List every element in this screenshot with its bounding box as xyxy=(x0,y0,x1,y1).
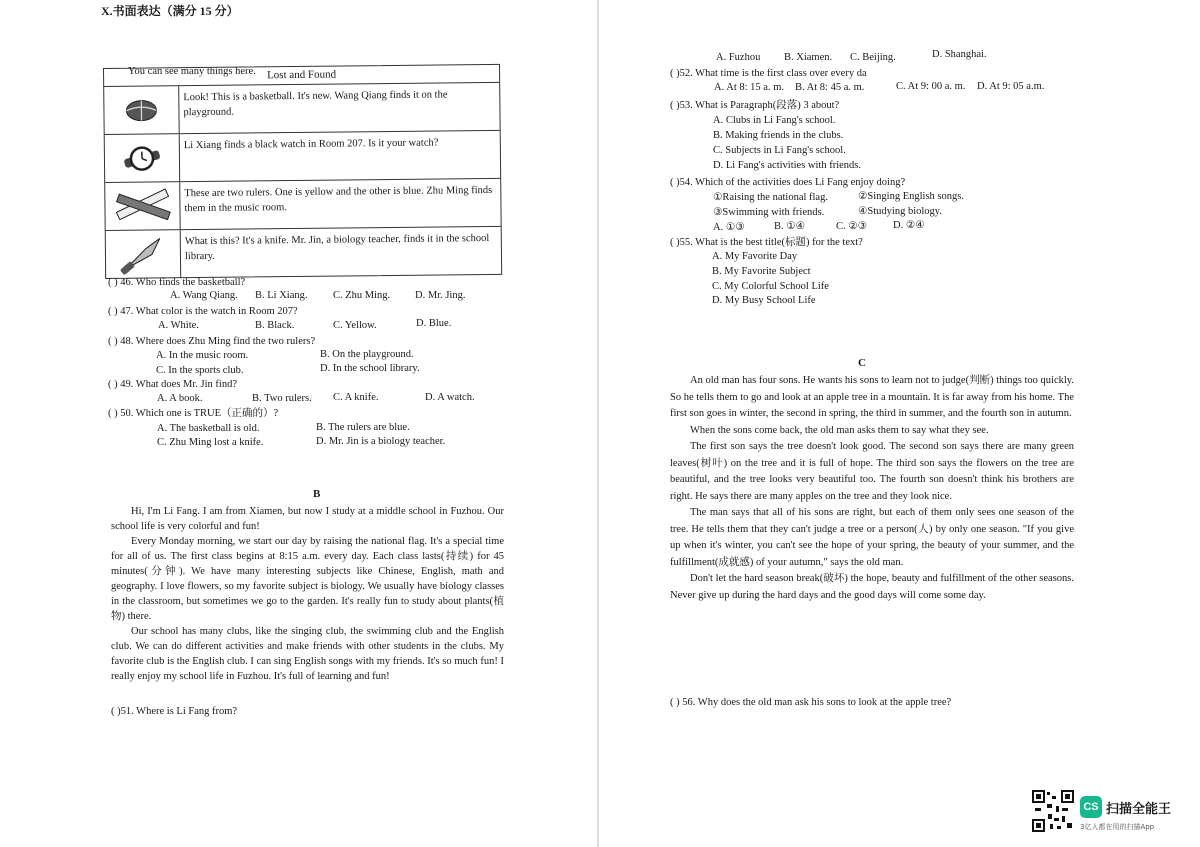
option: C. ②③ xyxy=(836,221,868,232)
option: C. In the sports club. xyxy=(156,365,244,376)
watermark-subtitle: 3亿人都在用的扫描App xyxy=(1080,823,1155,831)
section-c-heading: C xyxy=(858,357,866,369)
paragraph: Hi, I'm Li Fang. I am from Xiamen, but now I study at a middle school in Fuzhou. Our school life is very colorful and fun! xyxy=(111,506,504,532)
watch-icon xyxy=(105,134,180,182)
question-48: ( ) 48. Where does Zhu Ming find the two rulers? xyxy=(108,336,316,347)
option: C. My Colorful School Life xyxy=(712,281,829,292)
table-title: Lost and Found xyxy=(104,65,499,87)
option: A. White. xyxy=(158,320,199,331)
knife-icon xyxy=(106,230,181,278)
option: A. At 8: 15 a. m. xyxy=(714,82,784,93)
question-53: ( )53. What is Paragraph(段落) 3 about? xyxy=(670,100,840,111)
option: C. Zhu Ming. xyxy=(333,290,391,301)
option: C. Subjects in Li Fang's school. xyxy=(713,145,846,156)
table-cell: What is this? It's a knife. Mr. Jin, a biology teacher, finds it in the school library. xyxy=(184,232,490,263)
paragraph: Every Monday morning, we start our day by raising the national flag. It's a special time for all of us. The first class begins at 8:15 a.m. every day. Each class lasts(持续) for 45 minutes(分钟). We have many interesting subjects like Chinese, English, math and geography. I love flowers, so my favorite subject is biology. We usually have biology classes in the classroom, but sometimes we go to the garden. It's really fun to study about plants(植物) there. xyxy=(111,536,504,622)
option: B. My Favorite Subject xyxy=(712,266,811,277)
option: A. Wang Qiang. xyxy=(170,290,238,301)
table-row xyxy=(106,227,501,278)
option: B. Making friends in the clubs. xyxy=(713,130,844,141)
question-46: ( ) 46. Who finds the basketball? xyxy=(108,277,246,288)
option: D. A watch. xyxy=(425,392,475,403)
table-cell: Li Xiang finds a black watch in Room 207. Is it your watch? xyxy=(183,137,439,152)
option: A. In the music room. xyxy=(156,350,249,361)
option: B. At 8: 45 a. m. xyxy=(795,82,865,93)
paragraph: Don't let the hard season break(破坏) the hope, beauty and fulfillment of the other seasons. Never give up during the hard days and the good days will come some day. xyxy=(670,573,1074,601)
option: A. Fuzhou xyxy=(716,52,761,63)
option: A. Clubs in Li Fang's school. xyxy=(713,115,836,126)
table-row xyxy=(105,131,500,183)
question-55: ( )55. What is the best title(标题) for the text? xyxy=(670,237,863,248)
paragraph: The first son says the tree doesn't look good. The second son says there are many green leaves(树叶) on the tree and it is full of hope. The third son says the flowers on the tree are beautiful, and the tree looks very beautiful too. The fourth son doesn't think his brothers are right. He says there are many apples on the tree and they look nice. xyxy=(670,441,1074,502)
paragraph: Our school has many clubs, like the singing club, the swimming club and the English club. We can do different activities and make friends with other students in the clubs. My favorite club is the English club. I can sing English songs with my friends. It's so much fun! I really enjoy my school life in Fuzhou. It's full of learning and fun! xyxy=(111,626,504,682)
option: A. My Favorite Day xyxy=(712,251,798,262)
option: D. Mr. Jin is a biology teacher. xyxy=(316,436,446,447)
option: D. At 9: 05 a.m. xyxy=(977,81,1045,92)
left-page xyxy=(0,0,598,847)
option: ③Swimming with friends. xyxy=(713,207,825,218)
option: B. Xiamen. xyxy=(784,52,833,63)
question-52: ( )52. What time is the first class over every da xyxy=(670,68,867,79)
option: D. Li Fang's activities with friends. xyxy=(713,160,861,171)
option: D. In the school library. xyxy=(320,363,420,374)
option: B. The rulers are blue. xyxy=(316,422,410,433)
option: B. On the playground. xyxy=(320,349,414,360)
lost-and-found-table xyxy=(103,64,502,279)
passage-b xyxy=(111,504,504,684)
option: B. Two rulers. xyxy=(252,393,312,404)
question-51: ( )51. Where is Li Fang from? xyxy=(111,706,238,717)
option: D. Shanghai. xyxy=(932,49,987,60)
passage-c xyxy=(670,373,1074,604)
option: C. At 9: 00 a. m. xyxy=(896,81,966,92)
question-54: ( )54. Which of the activities does Li Fang enjoy doing? xyxy=(670,177,906,188)
question-50: ( ) 50. Which one is TRUE（正确的）? xyxy=(108,408,279,419)
paragraph: The man says that all of his sons are right, but each of them only sees one season of the tree. He tells them that they can't judge a tree or a person(人) by only one season. "If you give up when it's winter, you can't see the hope of your spring, the beauty of your summer, and the fulfillment(成就感) of your autumn," says the old man. xyxy=(670,507,1074,568)
question-56: ( ) 56. Why does the old man ask his sons to look at the apple tree? xyxy=(670,697,952,708)
question-49: ( ) 49. What does Mr. Jin find? xyxy=(108,379,237,390)
basketball-icon xyxy=(104,86,179,134)
option: C. A knife. xyxy=(333,392,379,403)
paragraph: An old man has four sons. He wants his sons to learn not to judge(判断) things too quickly. So he tells them to go and look at an apple tree in a mountain. It is far away from his home. The first son goes in winter, the second in spring, the third in summer, and the fourth son in autumn. xyxy=(670,375,1074,419)
rulers-icon xyxy=(105,182,180,230)
section-b-heading: B xyxy=(313,488,321,500)
option: A. A book. xyxy=(157,393,203,404)
page-divider xyxy=(597,0,599,847)
camscanner-logo: CS xyxy=(1080,796,1102,818)
question-47: ( ) 47. What color is the watch in Room 207? xyxy=(108,306,298,317)
option: B. Black. xyxy=(255,320,295,331)
option: D. Mr. Jing. xyxy=(415,290,466,301)
table-cell: These are two rulers. One is yellow and the other is blue. Zhu Ming finds them in the music room. xyxy=(184,184,493,215)
section-header: X.书面表达（满分 15 分） xyxy=(101,4,239,18)
option: B. ①④ xyxy=(774,221,806,232)
option: A. ①③ xyxy=(713,222,745,233)
option: B. Li Xiang. xyxy=(255,290,308,301)
table-intro: You can see many things here. xyxy=(128,66,256,77)
option: D. My Busy School Life xyxy=(712,295,816,306)
table-row xyxy=(105,179,500,231)
option: D. ②④ xyxy=(893,220,925,231)
option: D. Blue. xyxy=(416,318,452,329)
option: ②Singing English songs. xyxy=(858,191,964,202)
table-row xyxy=(104,83,499,135)
option: C. Beijing. xyxy=(850,52,896,63)
option: C. Zhu Ming lost a knife. xyxy=(157,437,264,448)
paragraph: When the sons come back, the old man asks them to say what they see. xyxy=(690,424,989,436)
watermark-name: 扫描全能王 xyxy=(1106,802,1172,817)
option: C. Yellow. xyxy=(333,320,377,331)
option: A. The basketball is old. xyxy=(157,423,260,434)
right-page xyxy=(600,0,1200,847)
option: ④Studying biology. xyxy=(858,206,942,217)
option: ①Raising the national flag. xyxy=(713,192,828,203)
qr-code-icon xyxy=(1032,790,1074,832)
table-cell: Look! This is a basketball. It's new. Wang Qiang finds it on the playground. xyxy=(183,89,448,119)
